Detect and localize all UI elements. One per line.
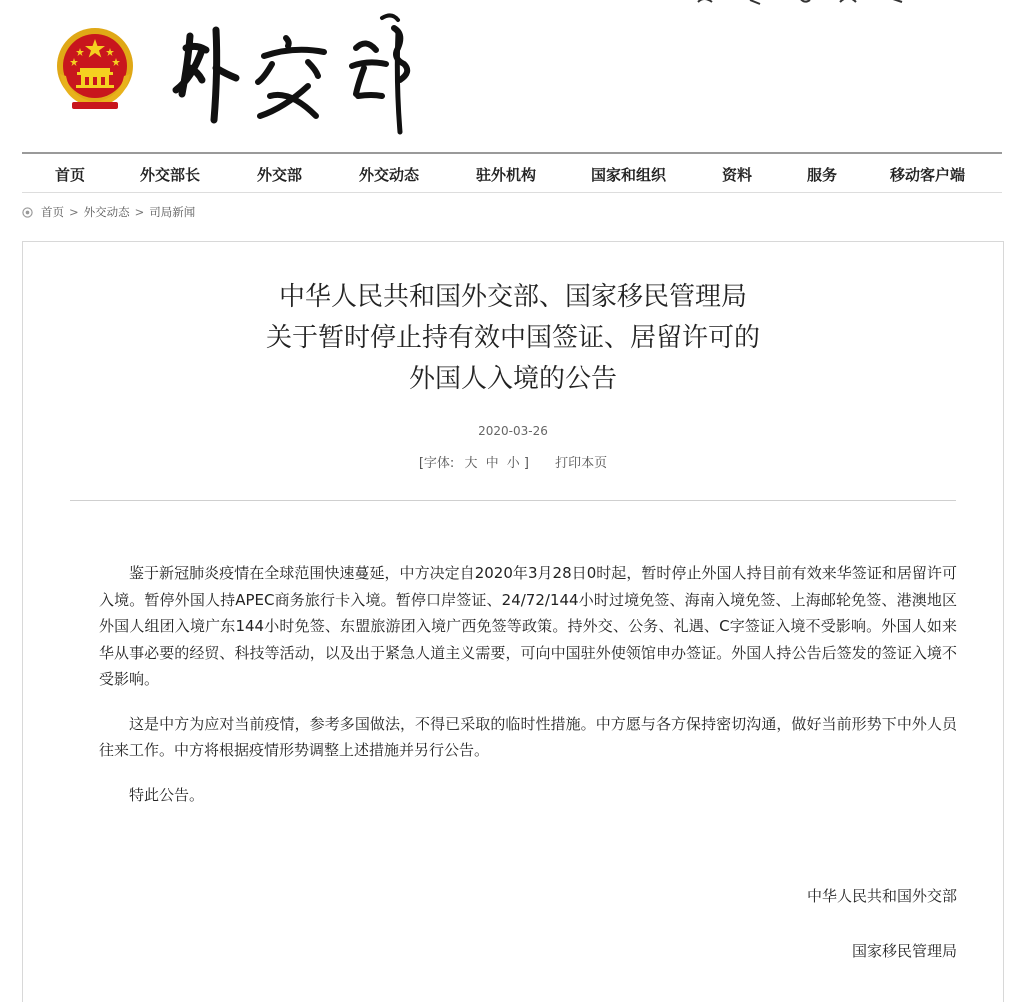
breadcrumb-home-link[interactable]: 首页 [41, 205, 64, 219]
font-size-large-button[interactable]: 大 [464, 456, 478, 471]
article-divider [70, 500, 956, 501]
print-page-button[interactable]: 打印本页 [555, 456, 608, 471]
main-navigation [22, 154, 1002, 194]
nav-item-diplomatic-news[interactable]: 外交动态 [359, 166, 420, 184]
article-paragraph: 鉴于新冠肺炎疫情在全球范围快速蔓延，中方决定自2020年3月28日0时起，暂时停止外国人持目前有效来华签证和居留许可入境。暂停外国人持APEC商务旅行卡入境。暂停口岸签证、24/72/144小时过境免签、海南入境免签、上海邮轮免签、港澳地区外国人组团入境广东144小时免签、东盟旅游团入境广西免签等政策。持外交、公务、礼遇、C字签证入境不受影响。外国人如来华从事必要的经贸、科技等活动，以及出于紧急人道主义需要，可向中国驻外使领馆申办签证。外国人持公告后签发的签证入境不受影响。 [99, 564, 957, 688]
article-date: 2020-03-26 [478, 424, 548, 438]
signature-foreign-ministry: 中华人民共和国外交部 [806, 887, 957, 905]
nav-item-home[interactable]: 首页 [55, 166, 86, 184]
font-size-small-button[interactable]: 小 [506, 456, 520, 471]
breadcrumb [22, 204, 195, 220]
nav-item-missions-abroad[interactable]: 驻外机构 [476, 166, 537, 184]
breadcrumb-diplomatic-news-link[interactable]: 外交动态 [83, 205, 130, 219]
nav-item-countries-organizations[interactable]: 国家和组织 [591, 166, 667, 184]
article-tools [23, 452, 1003, 471]
article-paragraph: 特此公告。 [129, 785, 205, 804]
ministry-calligraphy-logo [168, 8, 438, 140]
article-body [99, 560, 957, 826]
article-title [23, 277, 1003, 400]
breadcrumb-separator: > [69, 205, 79, 219]
article-title-line: 外国人入境的公告 [408, 364, 617, 394]
article-title-line: 中华人民共和国外交部、国家移民管理局 [278, 282, 747, 312]
breadcrumb-separator: > [134, 205, 145, 219]
nav-bottom-divider [22, 192, 1002, 193]
site-header [0, 0, 1024, 150]
font-size-prefix: [字体: [418, 456, 455, 471]
font-size-suffix: ] [523, 456, 529, 471]
nav-item-ministry[interactable]: 外交部 [257, 166, 303, 184]
signature-immigration-administration: 国家移民管理局 [851, 942, 957, 960]
article-title-line: 关于暂时停止持有效中国签证、居留许可的 [265, 323, 760, 353]
decorative-stroke-fragment [690, 0, 930, 6]
national-emblem-icon [50, 22, 140, 114]
nav-item-minister[interactable]: 外交部长 [140, 166, 201, 184]
font-size-medium-button[interactable]: 中 [485, 456, 499, 471]
nav-item-services[interactable]: 服务 [807, 166, 838, 184]
article-card [22, 241, 1004, 1002]
article-paragraph: 这是中方为应对当前疫情，参考多国做法，不得已采取的临时性措施。中方愿与各方保持密切沟通，做好当前形势下中外人员往来工作。中方将根据疫情形势调整上述措施并另行公告。 [99, 714, 957, 759]
breadcrumb-department-news-link[interactable]: 司局新闻 [149, 205, 196, 219]
nav-item-mobile-client[interactable]: 移动客户端 [890, 166, 966, 184]
nav-item-materials[interactable]: 资料 [722, 166, 753, 184]
location-circle-icon [22, 207, 33, 218]
